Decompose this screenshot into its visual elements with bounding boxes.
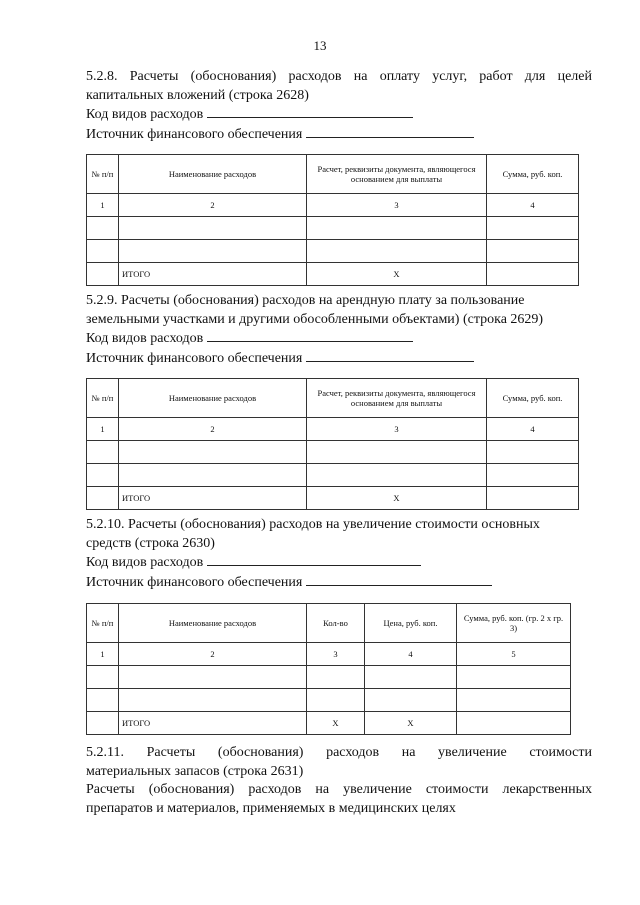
table-number-row (87, 418, 579, 441)
section-heading-cont: материальных запасов (строка 2631) (86, 763, 304, 779)
cell[interactable] (457, 666, 571, 689)
code-line (86, 329, 592, 349)
section-heading-cont: средств (строка 2630) (86, 535, 215, 551)
cell[interactable] (119, 689, 307, 712)
total-label: ИТОГО (119, 263, 307, 286)
section-5-2-11 (86, 744, 592, 818)
paragraph-text-cont: препаратов и материалов, применяемых в медицинских целях (86, 800, 456, 816)
table-row (87, 666, 571, 689)
section-5-2-9 (86, 292, 592, 368)
cell[interactable] (457, 689, 571, 712)
cell[interactable] (119, 464, 307, 487)
source-blank[interactable] (306, 349, 474, 362)
total-mark: X (307, 487, 487, 510)
col-number-4: 4 (487, 418, 579, 441)
col-header-name: Наименование расходов (119, 604, 307, 643)
col-number-2: 2 (119, 194, 307, 217)
table-row (87, 217, 579, 240)
total-label: ИТОГО (119, 712, 307, 735)
col-number-1: 1 (87, 643, 119, 666)
section-5-2-8 (86, 68, 592, 144)
section-heading-cont: капитальных вложений (строка 2628) (86, 87, 309, 103)
table-number-row (87, 643, 571, 666)
cell[interactable] (87, 240, 119, 263)
cell[interactable] (87, 689, 119, 712)
cell (87, 712, 119, 735)
col-header-sum: Сумма, руб. коп. (487, 379, 579, 418)
total-label: ИТОГО (119, 487, 307, 510)
col-number-3: 3 (307, 418, 487, 441)
code-label: Код видов расходов (86, 331, 204, 346)
col-header-price: Цена, руб. коп. (365, 604, 457, 643)
col-header-sum: Сумма, руб. коп. (гр. 2 х гр. 3) (457, 604, 571, 643)
section-heading: 5.2.10. Расчеты (обоснования) расходов на увеличение стоимости основных (86, 517, 540, 532)
expense-table-2628 (86, 154, 579, 286)
col-number-1: 1 (87, 194, 119, 217)
total-mark: X (307, 263, 487, 286)
code-blank[interactable] (207, 553, 421, 566)
col-number-3: 3 (307, 643, 365, 666)
section-heading: 5.2.9. Расчеты (обоснования) расходов на арендную плату за пользование (86, 293, 525, 308)
cell[interactable] (307, 441, 487, 464)
page-number: 13 (313, 38, 327, 53)
cell[interactable] (87, 217, 119, 240)
source-label: Источник финансового обеспечения (86, 126, 303, 142)
cell[interactable] (119, 217, 307, 240)
cell[interactable] (119, 441, 307, 464)
table-header-row (87, 379, 579, 418)
cell[interactable] (87, 464, 119, 487)
source-label: Источник финансового обеспечения (86, 350, 303, 366)
cell[interactable] (119, 240, 307, 263)
source-line (86, 573, 592, 593)
cell[interactable] (307, 240, 487, 263)
code-line (86, 553, 592, 573)
cell[interactable] (307, 666, 365, 689)
table-row (87, 464, 579, 487)
table-row (87, 240, 579, 263)
cell[interactable] (365, 689, 457, 712)
table-total-row (87, 712, 571, 735)
col-header-calc: Расчет, реквизиты документа, являющегося основанием для выплаты (307, 155, 487, 194)
source-blank[interactable] (306, 125, 474, 138)
total-sum-cell[interactable] (487, 263, 579, 286)
cell[interactable] (487, 240, 579, 263)
code-blank[interactable] (207, 105, 413, 118)
cell[interactable] (307, 689, 365, 712)
table-number-row (87, 194, 579, 217)
source-line (86, 349, 592, 369)
cell[interactable] (307, 464, 487, 487)
code-label: Код видов расходов (86, 555, 204, 570)
col-header-qty: Кол-во (307, 604, 365, 643)
code-line (86, 105, 592, 125)
source-blank[interactable] (306, 573, 492, 586)
col-number-3: 3 (307, 194, 487, 217)
total-sum-cell[interactable] (457, 712, 571, 735)
col-header-calc: Расчет, реквизиты документа, являющегося основанием для выплаты (307, 379, 487, 418)
expense-table-2630 (86, 603, 571, 735)
section-heading-cont: земельными участками и другими обособленными объектами) (строка 2629) (86, 311, 544, 327)
total-sum-cell[interactable] (487, 487, 579, 510)
table-row (87, 689, 571, 712)
table-header-row (87, 155, 579, 194)
cell[interactable] (87, 441, 119, 464)
cell[interactable] (487, 464, 579, 487)
col-header-number: № п/п (87, 379, 119, 418)
col-number-4: 4 (487, 194, 579, 217)
source-line (86, 125, 592, 145)
total-mark-qty: X (307, 712, 365, 735)
cell[interactable] (119, 666, 307, 689)
col-number-4: 4 (365, 643, 457, 666)
cell[interactable] (487, 441, 579, 464)
col-number-2: 2 (119, 418, 307, 441)
section-heading: 5.2.8. Расчеты (обоснования) расходов на оплату услуг, работ для целей (86, 69, 592, 84)
table-total-row (87, 263, 579, 286)
table-total-row (87, 487, 579, 510)
section-5-2-10 (86, 516, 592, 592)
col-header-name: Наименование расходов (119, 379, 307, 418)
code-label: Код видов расходов (86, 107, 204, 122)
col-number-5: 5 (457, 643, 571, 666)
cell[interactable] (307, 217, 487, 240)
col-number-2: 2 (119, 643, 307, 666)
source-label: Источник финансового обеспечения (86, 574, 303, 590)
cell (87, 487, 119, 510)
cell[interactable] (87, 666, 119, 689)
col-header-number: № п/п (87, 155, 119, 194)
total-mark-price: X (365, 712, 457, 735)
col-header-name: Наименование расходов (119, 155, 307, 194)
table-header-row (87, 604, 571, 643)
code-blank[interactable] (207, 329, 413, 342)
paragraph-text: Расчеты (обоснования) расходов на увеличение стоимости лекарственных (86, 782, 592, 797)
cell[interactable] (487, 217, 579, 240)
cell[interactable] (365, 666, 457, 689)
table-row (87, 441, 579, 464)
col-number-1: 1 (87, 418, 119, 441)
col-header-sum: Сумма, руб. коп. (487, 155, 579, 194)
col-header-number: № п/п (87, 604, 119, 643)
section-heading: 5.2.11. Расчеты (обоснования) расходов на увеличение стоимости (86, 745, 592, 760)
expense-table-2629 (86, 378, 579, 510)
cell (87, 263, 119, 286)
